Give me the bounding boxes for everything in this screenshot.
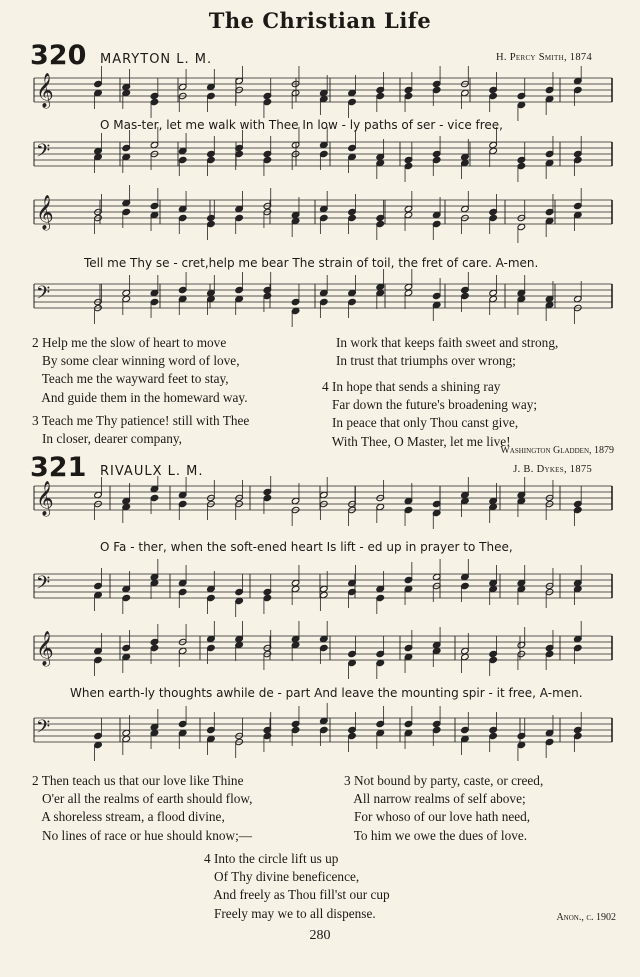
note-head: [376, 720, 385, 727]
note-head: [489, 579, 498, 586]
note-head: [178, 491, 187, 498]
hymn-number: 320: [30, 40, 87, 71]
note-head: [574, 579, 583, 586]
note-head: [320, 726, 329, 733]
note-head: [545, 301, 554, 308]
note-head: [517, 223, 526, 230]
note-head: [235, 286, 244, 293]
treble-clef: 𝄞: [36, 73, 54, 108]
author-credit: Washington Gladden, 1879: [500, 445, 614, 456]
note-head: [461, 497, 470, 504]
note-head: [404, 506, 413, 513]
note-head: [320, 205, 329, 212]
note-head: [404, 497, 413, 504]
note-head: [122, 199, 131, 206]
verse: In work that keeps faith sweet and strong, In trust that triumphs over wrong;: [336, 335, 559, 369]
note-head: [574, 86, 583, 93]
note-head: [376, 594, 385, 601]
note-head: [376, 729, 385, 736]
note-head: [545, 295, 554, 302]
note-head: [432, 641, 441, 648]
note-head: [291, 635, 300, 642]
composer-credit: J. B. Dykes, 1875: [513, 464, 592, 475]
note-head: [94, 582, 103, 589]
note-head: [320, 289, 329, 296]
note-head: [122, 644, 131, 651]
verse: 3 Teach me Thy patience! still with Thee In closer, dearer company,: [32, 413, 250, 447]
note-head: [150, 723, 159, 730]
note-head: [178, 286, 187, 293]
note-head: [94, 491, 103, 498]
note-head: [404, 729, 413, 736]
note-head: [178, 295, 187, 302]
note-head: [404, 289, 413, 296]
note-head: [574, 635, 583, 642]
composer-credit: H. Percy Smith, 1874: [496, 52, 592, 63]
note-head: [178, 83, 187, 90]
note-head: [517, 641, 526, 648]
lyrics-line: O Mas-ter, let me walk with Thee In low - ly paths of ser - vice free,: [100, 118, 503, 132]
note-head: [404, 156, 413, 163]
note-head: [574, 726, 583, 733]
note-head: [348, 208, 357, 215]
note-head: [122, 653, 131, 660]
note-head: [348, 659, 357, 666]
note-head: [320, 491, 329, 498]
note-head: [320, 585, 329, 592]
note-head: [404, 576, 413, 583]
note-head: [348, 214, 357, 221]
note-head: [178, 500, 187, 507]
note-head: [404, 653, 413, 660]
tune-name: MARYTON L. M.: [100, 52, 213, 67]
note-head: [461, 573, 470, 580]
note-head: [320, 95, 329, 102]
verse: 4 In hope that sends a shining ray Far down the future's broadening way; In peace that only Thou canst give, With Thee, O Master, let me live!: [322, 379, 538, 449]
note-head: [291, 298, 300, 305]
note-head: [574, 156, 583, 163]
note-head: [517, 732, 526, 739]
note-head: [489, 585, 498, 592]
note-head: [348, 726, 357, 733]
note-head: [517, 295, 526, 302]
note-head: [574, 585, 583, 592]
note-head: [348, 298, 357, 305]
note-head: [122, 89, 131, 96]
note-head: [348, 732, 357, 739]
note-head: [94, 89, 103, 96]
note-head: [263, 488, 272, 495]
note-head: [432, 301, 441, 308]
note-head: [517, 101, 526, 108]
note-head: [235, 588, 244, 595]
note-head: [320, 89, 329, 96]
note-head: [235, 214, 244, 221]
note-head: [489, 208, 498, 215]
note-head: [348, 289, 357, 296]
note-head: [432, 211, 441, 218]
note-head: [489, 92, 498, 99]
note-head: [207, 83, 216, 90]
note-head: [122, 585, 131, 592]
note-head: [376, 283, 385, 290]
note-head: [404, 205, 413, 212]
note-head: [461, 653, 470, 660]
note-head: [432, 720, 441, 727]
note-head: [348, 144, 357, 151]
note-head: [489, 650, 498, 657]
note-head: [376, 159, 385, 166]
note-head: [291, 585, 300, 592]
note-head: [150, 638, 159, 645]
note-head: [291, 497, 300, 504]
note-head: [376, 585, 385, 592]
note-head: [517, 497, 526, 504]
note-head: [320, 635, 329, 642]
note-head: [517, 92, 526, 99]
note-head: [207, 735, 216, 742]
note-head: [263, 494, 272, 501]
lyrics-line: Tell me Thy se - cret,help me bear The strain of toil, the fret of care. A-men.: [84, 256, 539, 270]
note-head: [461, 286, 470, 293]
note-head: [263, 98, 272, 105]
note-head: [517, 491, 526, 498]
note-head: [122, 735, 131, 742]
music-score-hymn-321: [0, 476, 640, 776]
note-head: [320, 141, 329, 148]
note-head: [404, 644, 413, 651]
note-head: [461, 292, 470, 299]
verse: 2 Help me the slow of heart to move By some clear winning word of love, Teach me the wayward feet to stay, And guide them in the homeward way.: [32, 335, 248, 405]
note-head: [517, 289, 526, 296]
page-number: 280: [309, 928, 331, 943]
note-head: [291, 217, 300, 224]
note-head: [235, 295, 244, 302]
note-head: [545, 644, 554, 651]
note-head: [545, 95, 554, 102]
note-head: [404, 162, 413, 169]
note-head: [489, 214, 498, 221]
note-head: [517, 156, 526, 163]
note-head: [376, 92, 385, 99]
note-head: [207, 214, 216, 221]
note-head: [150, 92, 159, 99]
note-head: [376, 153, 385, 160]
note-head: [207, 594, 216, 601]
bass-clef: 𝄢: [36, 141, 51, 166]
note-head: [291, 579, 300, 586]
note-head: [404, 720, 413, 727]
note-head: [150, 573, 159, 580]
note-head: [404, 86, 413, 93]
note-head: [489, 656, 498, 663]
note-head: [489, 147, 498, 154]
note-head: [207, 295, 216, 302]
note-head: [291, 641, 300, 648]
note-head: [517, 741, 526, 748]
note-head: [461, 726, 470, 733]
note-head: [404, 585, 413, 592]
note-head: [263, 594, 272, 601]
lyrics-line: When earth-ly thoughts awhile de - part And leave the mounting spir - it free, A-men.: [70, 686, 583, 700]
note-head: [150, 211, 159, 218]
note-head: [489, 289, 498, 296]
note-head: [574, 150, 583, 157]
verse: 2 Then teach us that our love like Thine O'er all the realms of earth should flow, A shoreless stream, a flood divine, No lines of race or hue should know;—: [32, 773, 253, 843]
note-head: [122, 153, 131, 160]
note-head: [94, 153, 103, 160]
note-head: [432, 220, 441, 227]
note-head: [432, 292, 441, 299]
note-head: [122, 503, 131, 510]
treble-clef: 𝄞: [36, 631, 54, 666]
bass-clef: 𝄢: [36, 573, 51, 598]
note-head: [432, 647, 441, 654]
note-head: [207, 644, 216, 651]
note-head: [461, 582, 470, 589]
note-head: [517, 585, 526, 592]
note-head: [263, 588, 272, 595]
note-head: [94, 647, 103, 654]
note-head: [263, 156, 272, 163]
verse: 4 Into the circle lift us up Of Thy divine beneficence, And freely as Thou fill'st our cup Freely may we to all dispense.: [204, 851, 390, 921]
note-head: [461, 205, 470, 212]
bass-clef: 𝄢: [36, 717, 51, 742]
note-head: [207, 726, 216, 733]
note-head: [432, 726, 441, 733]
note-head: [207, 585, 216, 592]
note-head: [574, 202, 583, 209]
note-head: [545, 159, 554, 166]
note-head: [150, 729, 159, 736]
note-head: [461, 647, 470, 654]
note-head: [320, 591, 329, 598]
note-head: [489, 497, 498, 504]
note-head: [376, 214, 385, 221]
note-head: [348, 650, 357, 657]
note-head: [348, 89, 357, 96]
note-head: [574, 506, 583, 513]
note-head: [574, 77, 583, 84]
note-head: [320, 644, 329, 651]
note-head: [207, 289, 216, 296]
note-head: [178, 579, 187, 586]
note-head: [574, 500, 583, 507]
note-head: [320, 298, 329, 305]
note-head: [178, 205, 187, 212]
note-head: [489, 732, 498, 739]
note-head: [545, 150, 554, 157]
note-head: [291, 211, 300, 218]
note-head: [122, 729, 131, 736]
note-head: [461, 491, 470, 498]
note-head: [517, 162, 526, 169]
note-head: [432, 86, 441, 93]
note-head: [545, 217, 554, 224]
note-head: [122, 295, 131, 302]
note-head: [545, 650, 554, 657]
note-head: [545, 729, 554, 736]
note-head: [263, 92, 272, 99]
note-head: [376, 650, 385, 657]
note-head: [150, 579, 159, 586]
note-head: [207, 150, 216, 157]
note-head: [122, 594, 131, 601]
note-head: [150, 98, 159, 105]
note-head: [94, 80, 103, 87]
note-head: [376, 220, 385, 227]
note-head: [489, 503, 498, 510]
lyrics-line: O Fa - ther, when the soft-ened heart Is lift - ed up in prayer to Thee,: [100, 540, 513, 554]
note-head: [207, 635, 216, 642]
note-head: [574, 644, 583, 651]
note-head: [178, 156, 187, 163]
treble-clef: 𝄞: [36, 195, 54, 230]
note-head: [235, 641, 244, 648]
note-head: [94, 147, 103, 154]
author-credit: Anon., c. 1902: [556, 912, 616, 923]
treble-clef: 𝄞: [36, 481, 54, 516]
note-head: [122, 83, 131, 90]
note-head: [432, 509, 441, 516]
note-head: [235, 597, 244, 604]
note-head: [94, 741, 103, 748]
note-head: [461, 159, 470, 166]
note-head: [94, 732, 103, 739]
note-head: [432, 150, 441, 157]
note-head: [376, 659, 385, 666]
note-head: [150, 485, 159, 492]
note-head: [574, 732, 583, 739]
note-head: [376, 503, 385, 510]
note-head: [150, 298, 159, 305]
note-head: [207, 92, 216, 99]
note-head: [150, 494, 159, 501]
note-head: [574, 295, 583, 302]
note-head: [235, 635, 244, 642]
note-head: [489, 141, 498, 148]
note-head: [404, 211, 413, 218]
note-head: [432, 80, 441, 87]
note-head: [122, 289, 131, 296]
note-head: [178, 729, 187, 736]
note-head: [263, 150, 272, 157]
note-head: [178, 588, 187, 595]
note-head: [122, 497, 131, 504]
note-head: [122, 144, 131, 151]
note-head: [404, 92, 413, 99]
note-head: [404, 283, 413, 290]
note-head: [320, 150, 329, 157]
note-head: [94, 591, 103, 598]
note-head: [150, 644, 159, 651]
hymn-number: 321: [30, 452, 87, 483]
note-head: [574, 211, 583, 218]
note-head: [150, 289, 159, 296]
note-head: [291, 720, 300, 727]
note-head: [291, 726, 300, 733]
note-head: [320, 717, 329, 724]
note-head: [291, 307, 300, 314]
note-head: [432, 156, 441, 163]
note-head: [235, 205, 244, 212]
note-head: [376, 86, 385, 93]
note-head: [348, 98, 357, 105]
note-head: [178, 147, 187, 154]
note-head: [320, 214, 329, 221]
note-head: [178, 214, 187, 221]
note-head: [178, 720, 187, 727]
section-title: The Christian Life: [208, 8, 432, 33]
note-head: [489, 86, 498, 93]
note-head: [461, 89, 470, 96]
note-head: [178, 647, 187, 654]
bass-clef: 𝄢: [36, 283, 51, 308]
note-head: [489, 726, 498, 733]
note-head: [545, 738, 554, 745]
verse: 3 Not bound by party, caste, or creed, All narrow realms of self above; For whoso of our love hath need, To him we owe the dues of love.: [344, 773, 544, 843]
note-head: [461, 153, 470, 160]
note-head: [94, 656, 103, 663]
note-head: [150, 141, 159, 148]
note-head: [461, 735, 470, 742]
note-head: [489, 295, 498, 302]
tune-name: RIVAULX L. M.: [100, 464, 204, 479]
note-head: [150, 202, 159, 209]
note-head: [517, 579, 526, 586]
note-head: [122, 208, 131, 215]
note-head: [348, 153, 357, 160]
note-head: [207, 156, 216, 163]
note-head: [207, 220, 216, 227]
note-head: [545, 208, 554, 215]
note-head: [545, 86, 554, 93]
note-head: [376, 289, 385, 296]
